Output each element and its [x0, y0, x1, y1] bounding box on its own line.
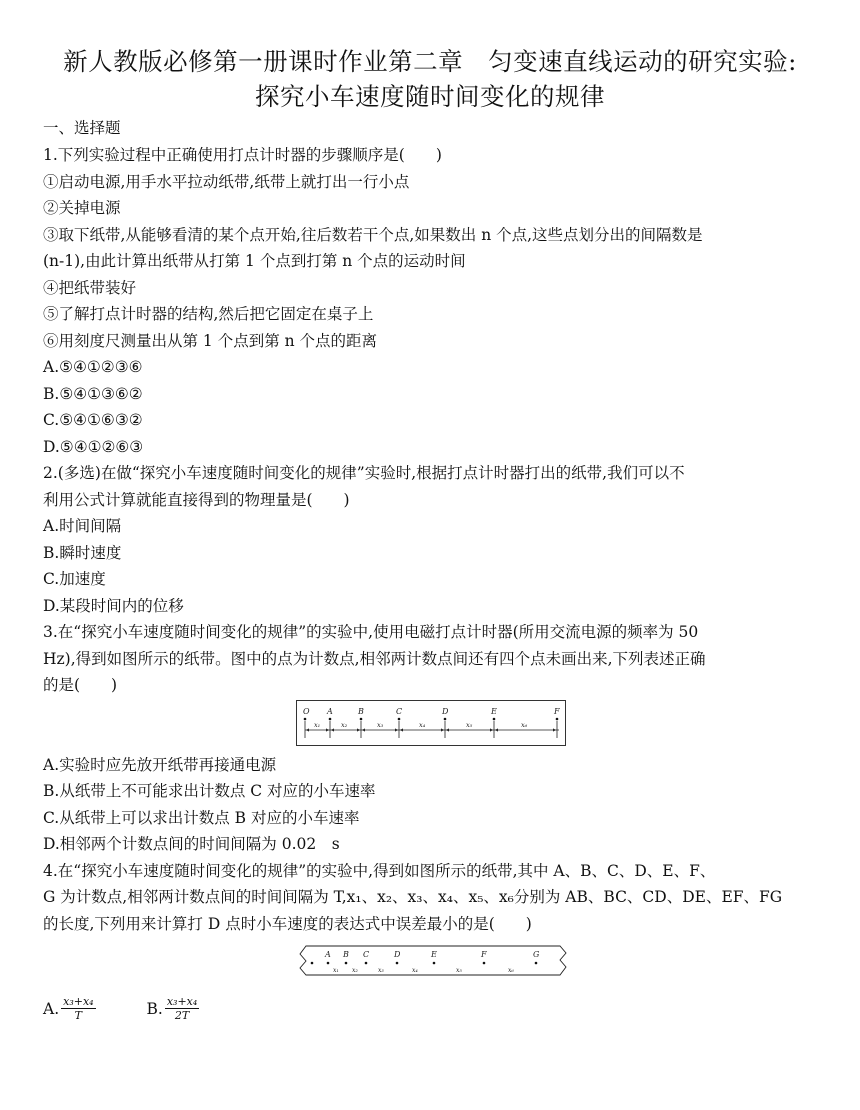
point-label: A	[327, 707, 333, 716]
tape-dot	[444, 718, 447, 721]
point-label: C	[396, 707, 403, 716]
point-label: B	[343, 950, 349, 959]
option-a	[43, 995, 96, 1022]
answer-option: C.⑤④①⑥③②	[43, 411, 143, 429]
fraction-a	[61, 995, 95, 1022]
point-label: C	[363, 950, 370, 959]
fraction-b	[165, 995, 199, 1022]
segment-label: x₄	[412, 967, 418, 974]
tape-dot	[556, 718, 559, 721]
tape-dot	[396, 962, 399, 965]
arrow-head	[331, 728, 334, 731]
arrow-head	[306, 728, 309, 731]
question-line: ③取下纸带,从能够看清的某个点开始,往后数若干个点,如果数出 n 个点,这些点划分出的间隔数是	[43, 226, 703, 244]
segment-label: x₂	[341, 721, 348, 729]
answer-option: C.加速度	[43, 570, 106, 588]
arrow-head	[495, 728, 498, 731]
tape-figure-q4	[298, 944, 568, 978]
point-label: A	[325, 950, 331, 959]
tape-diagram-q4	[298, 944, 568, 978]
question-line: Hz),得到如图所示的纸带。图中的点为计数点,相邻两计数点间还有四个点未画出来,下列表述正确	[43, 650, 706, 668]
tape-dot	[483, 962, 486, 965]
answer-option: D.某段时间内的位移	[43, 597, 184, 615]
tape-dot	[493, 718, 496, 721]
point-label: G	[533, 950, 540, 959]
point-label: F	[481, 950, 487, 959]
question-line: 的是( )	[43, 676, 118, 694]
fraction-a-numerator: x₃+x₄	[63, 995, 94, 1008]
segment-label: x₅	[466, 721, 473, 729]
question-line: ④把纸带装好	[43, 279, 137, 297]
option-b-label: B.	[146, 999, 163, 1018]
question-line: 1.下列实验过程中正确使用打点计时器的步骤顺序是( )	[43, 146, 442, 164]
tape-dot	[304, 718, 307, 721]
segment-label: x₅	[456, 967, 462, 974]
q4-options	[43, 995, 245, 1022]
fraction-a-denominator: T	[74, 1009, 83, 1022]
point-label: D	[442, 707, 449, 716]
segment-label: x₁	[314, 721, 321, 729]
question-line: 3.在“探究小车速度随时间变化的规律”的实验中,使用电磁打点计时器(所用交流电源的频率为 50	[43, 623, 699, 641]
tape-figure-q3	[296, 700, 566, 746]
question-line: (n-1),由此计算出纸带从打第 1 个点到打第 n 个点的运动时间	[43, 252, 466, 270]
section-heading: 一、选择题	[43, 119, 121, 137]
answer-option: A.时间间隔	[43, 517, 122, 535]
segment-label: x₃	[378, 967, 384, 974]
segment-label: x₄	[419, 721, 426, 729]
tape-dot	[345, 962, 348, 965]
tape-dot	[311, 962, 314, 965]
question-line: ⑤了解打点计时器的结构,然后把它固定在桌子上	[43, 305, 374, 323]
arrow-head	[357, 728, 360, 731]
segment-label: x₆	[508, 967, 514, 974]
answer-option: C.从纸带上可以求出计数点 B 对应的小车速率	[43, 809, 360, 827]
tape-dot	[327, 962, 330, 965]
segment-label: x₂	[352, 967, 358, 974]
question-line: G 为计数点,相邻两计数点间的时间间隔为 T,x₁、x₂、x₃、x₄、x₅、x₆分别为 AB、BC、CD、DE、EF、FG	[43, 888, 783, 906]
tape-diagram-q3	[297, 701, 565, 745]
point-label: E	[491, 707, 497, 716]
answer-option: B.⑤④①③⑥②	[43, 385, 143, 403]
segment-label: x₃	[377, 721, 384, 729]
answer-option: B.瞬时速度	[43, 544, 122, 562]
answer-option: A.⑤④①②③⑥	[43, 358, 143, 376]
question-line: 的长度,下列用来计算打 D 点时小车速度的表达式中误差最小的是( )	[43, 915, 532, 933]
question-line: 4.在“探究小车速度随时间变化的规律”的实验中,得到如图所示的纸带,其中 A、B、C、D、E、F、	[43, 862, 716, 880]
answer-option: B.从纸带上不可能求出计数点 C 对应的小车速率	[43, 782, 376, 800]
arrow-head	[441, 728, 444, 731]
arrow-head	[446, 728, 449, 731]
answer-option: D.相邻两个计数点间的时间间隔为 0.02 s	[43, 835, 340, 853]
arrow-head	[400, 728, 403, 731]
point-label: F	[554, 707, 560, 716]
segment-label: x₆	[521, 721, 528, 729]
page-title-line2: 探究小车速度随时间变化的规律	[255, 82, 605, 111]
fraction-b-numerator: x₃+x₄	[166, 995, 198, 1008]
fraction-b-denominator: 2T	[174, 1009, 190, 1022]
arrow-head	[490, 728, 493, 731]
arrow-head	[553, 728, 556, 731]
page-title-line1: 新人教版必修第一册课时作业第二章 匀变速直线运动的研究实验:	[63, 47, 797, 76]
tape-dot	[360, 718, 363, 721]
arrow-head	[362, 728, 365, 731]
segment-label: x₁	[333, 967, 339, 974]
question-line: ⑥用刻度尺测量出从第 1 个点到第 n 个点的距离	[43, 332, 378, 350]
point-label: B	[358, 707, 364, 716]
point-label: O	[303, 707, 310, 716]
tape-dot	[329, 718, 332, 721]
tape-dot	[433, 962, 436, 965]
question-line: 利用公式计算就能直接得到的物理量是( )	[43, 491, 350, 509]
arrow-head	[326, 728, 329, 731]
question-line: ①启动电源,用手水平拉动纸带,纸带上就打出一行小点	[43, 173, 410, 191]
question-line: ②关掉电源	[43, 199, 121, 217]
tape-dot	[365, 962, 368, 965]
tape-dot	[398, 718, 401, 721]
option-b	[147, 995, 200, 1022]
point-label: E	[431, 950, 437, 959]
option-a-label: A.	[43, 999, 60, 1018]
tape-dot	[535, 962, 538, 965]
arrow-head	[395, 728, 398, 731]
question-line: 2.(多选)在做“探究小车速度随时间变化的规律”实验时,根据打点计时器打出的纸带,我们可以不	[43, 464, 685, 482]
answer-option: A.实验时应先放开纸带再接通电源	[43, 756, 277, 774]
answer-option: D.⑤④①②⑥③	[43, 438, 144, 456]
point-label: D	[394, 950, 401, 959]
